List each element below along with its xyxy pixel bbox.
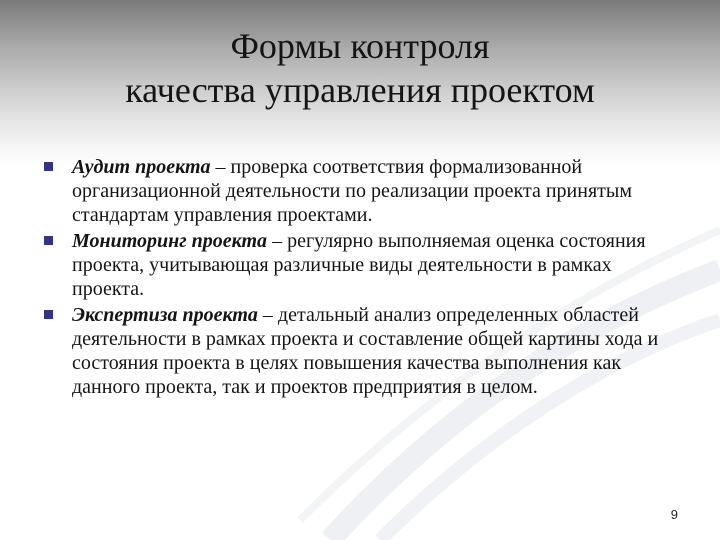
page-number: 9 [670, 507, 678, 522]
bullet-text: – регулярно выполняемая оценка состояния проекта, учитывающая различные виды деятельности в рамках проекта. [72, 230, 646, 300]
square-bullet-icon [44, 310, 53, 319]
square-bullet-icon [44, 162, 53, 171]
title-line-1: Формы контроля [230, 26, 490, 66]
bullet-term: Мониторинг проекта [72, 230, 268, 252]
bullet-text: – проверка соответствия формализованной организационной деятельности по реализации проекта принятым стандартам управления проектами. [72, 156, 632, 226]
bullet-term: Аудит проекта [72, 156, 211, 178]
bullet-item-audit [44, 155, 684, 227]
bullet-list [44, 155, 684, 401]
bullet-text: – детальный анализ определенных областей деятельности в рамках проекта и составление общей картины хода и состояния проекта в целях повышения качества выполнения как данного проекта, так и проектов предприятия в целом. [72, 304, 659, 398]
bullet-item-expertise [44, 303, 684, 399]
title-line-2: качества управления проектом [125, 70, 595, 110]
bullet-term: Экспертиза проекта [72, 304, 258, 326]
bullet-item-monitoring [44, 229, 684, 301]
square-bullet-icon [44, 236, 53, 245]
slide-title [0, 24, 720, 112]
